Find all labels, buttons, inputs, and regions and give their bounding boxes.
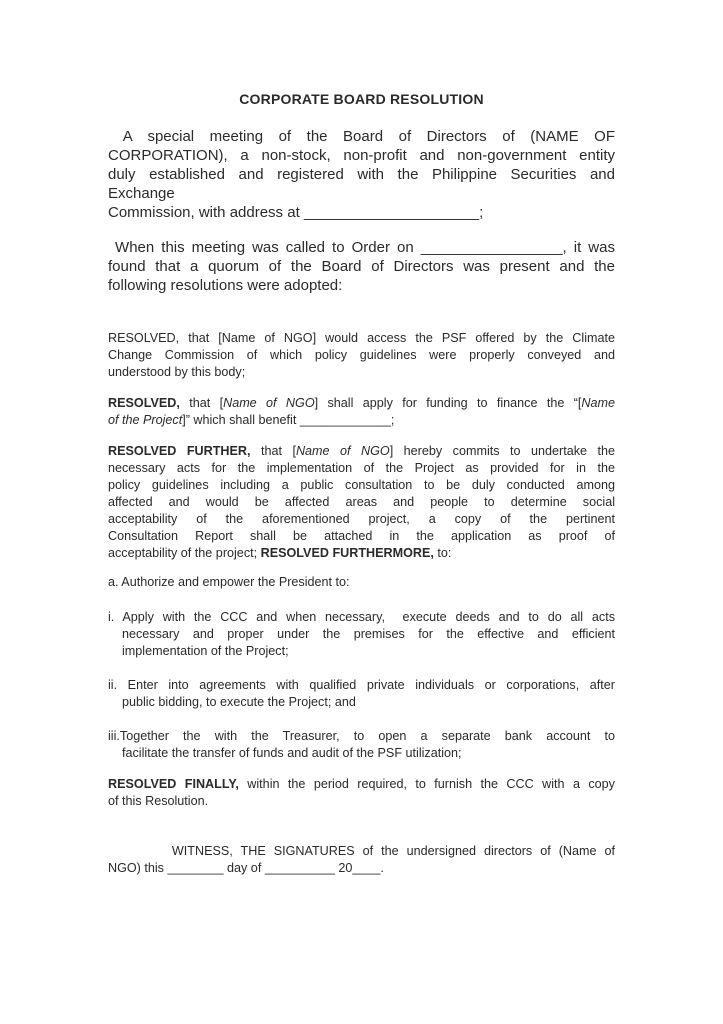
item-ii-line: public bidding, to execute the Project; and [122, 695, 356, 709]
witness-line: WITNESS, THE SIGNATURES of the undersigned directors of (Name of [108, 844, 615, 858]
resolution-3-line: RESOLVED FURTHER, that [Name of NGO] hereby commits to undertake the [108, 444, 615, 458]
resolution-3-line: affected and would be affected areas and people to determine social [108, 495, 615, 509]
item-ii-line: ii. Enter into agreements with qualified private individuals or corporations, after [108, 678, 615, 692]
meeting-line: found that a quorum of the Board of Directors was present and the [108, 258, 615, 275]
item-i-line: necessary and proper under the premises for the effective and efficient [122, 627, 615, 641]
item-i-line: i. Apply with the CCC and when necessary, execute deeds and to do all acts [108, 610, 615, 624]
item-a-line: a. Authorize and empower the President to: [108, 575, 350, 589]
resolved-finally-label: RESOLVED FINALLY, [108, 777, 239, 791]
intro-line: CORPORATION), a non-stock, non-profit and non-government entity [108, 147, 615, 164]
resolution-1-line: Change Commission of which policy guidelines were properly conveyed and [108, 348, 615, 362]
resolved-label: RESOLVED, [108, 396, 180, 410]
resolution-2 [108, 395, 615, 429]
resolution-3 [108, 443, 615, 562]
meeting-line: When this meeting was called to Order on _________________, it was [108, 239, 615, 256]
item-iii [108, 728, 615, 762]
intro-line: duly established and registered with the Philippine Securities and [108, 166, 615, 183]
document-title: CORPORATE BOARD RESOLUTION [239, 91, 484, 107]
item-iii-line: facilitate the transfer of funds and audit of the PSF utilization; [122, 746, 462, 760]
resolution-2-line: of the Project]” which shall benefit _____________; [108, 413, 395, 427]
resolution-3-line: acceptability of the project; RESOLVED FURTHERMORE, to: [108, 546, 452, 560]
resolved-further-label: RESOLVED FURTHER, [108, 444, 251, 458]
resolution-1 [108, 330, 615, 381]
resolution-2-line: RESOLVED, that [Name of NGO] shall apply for funding to finance the “[Name [108, 396, 616, 410]
resolution-final-line: RESOLVED FINALLY, within the period required, to furnish the CCC with a copy [108, 777, 615, 791]
witness-date-line: NGO) this ________ day of __________ 20____. [108, 861, 384, 875]
resolution-3-line: policy guidelines including a public consultation to be duly conducted among [108, 478, 615, 492]
resolution-3-line: Consultation Report shall be attached in the application as proof of [108, 529, 615, 543]
resolution-3-line: acceptability of the aforementioned project, a copy of the pertinent [108, 512, 615, 526]
item-i [108, 609, 615, 660]
address-blank-line: Commission, with address at _____________________; [108, 204, 484, 221]
resolution-1-line: understood by this body; [108, 365, 246, 379]
intro-paragraph [108, 127, 615, 222]
item-iii-line: iii.Together the with the Treasurer, to open a separate bank account to [108, 729, 615, 743]
resolved-furthermore-label: RESOLVED FURTHERMORE, [260, 546, 434, 560]
resolution-1-line: RESOLVED, that [Name of NGO] would access the PSF offered by the Climate [108, 331, 615, 345]
resolution-final-line: of this Resolution. [108, 794, 209, 808]
resolution-final [108, 776, 615, 810]
meeting-line: following resolutions were adopted: [108, 277, 343, 294]
resolution-3-line: necessary acts for the implementation of the Project as provided for in the [108, 461, 615, 475]
intro-line: A special meeting of the Board of Directors of (NAME OF [108, 128, 615, 145]
intro-line: Exchange [108, 185, 175, 202]
item-i-line: implementation of the Project; [122, 644, 289, 658]
witness-paragraph [108, 843, 615, 877]
meeting-paragraph [108, 238, 615, 295]
item-ii [108, 677, 615, 711]
item-a [108, 574, 615, 591]
